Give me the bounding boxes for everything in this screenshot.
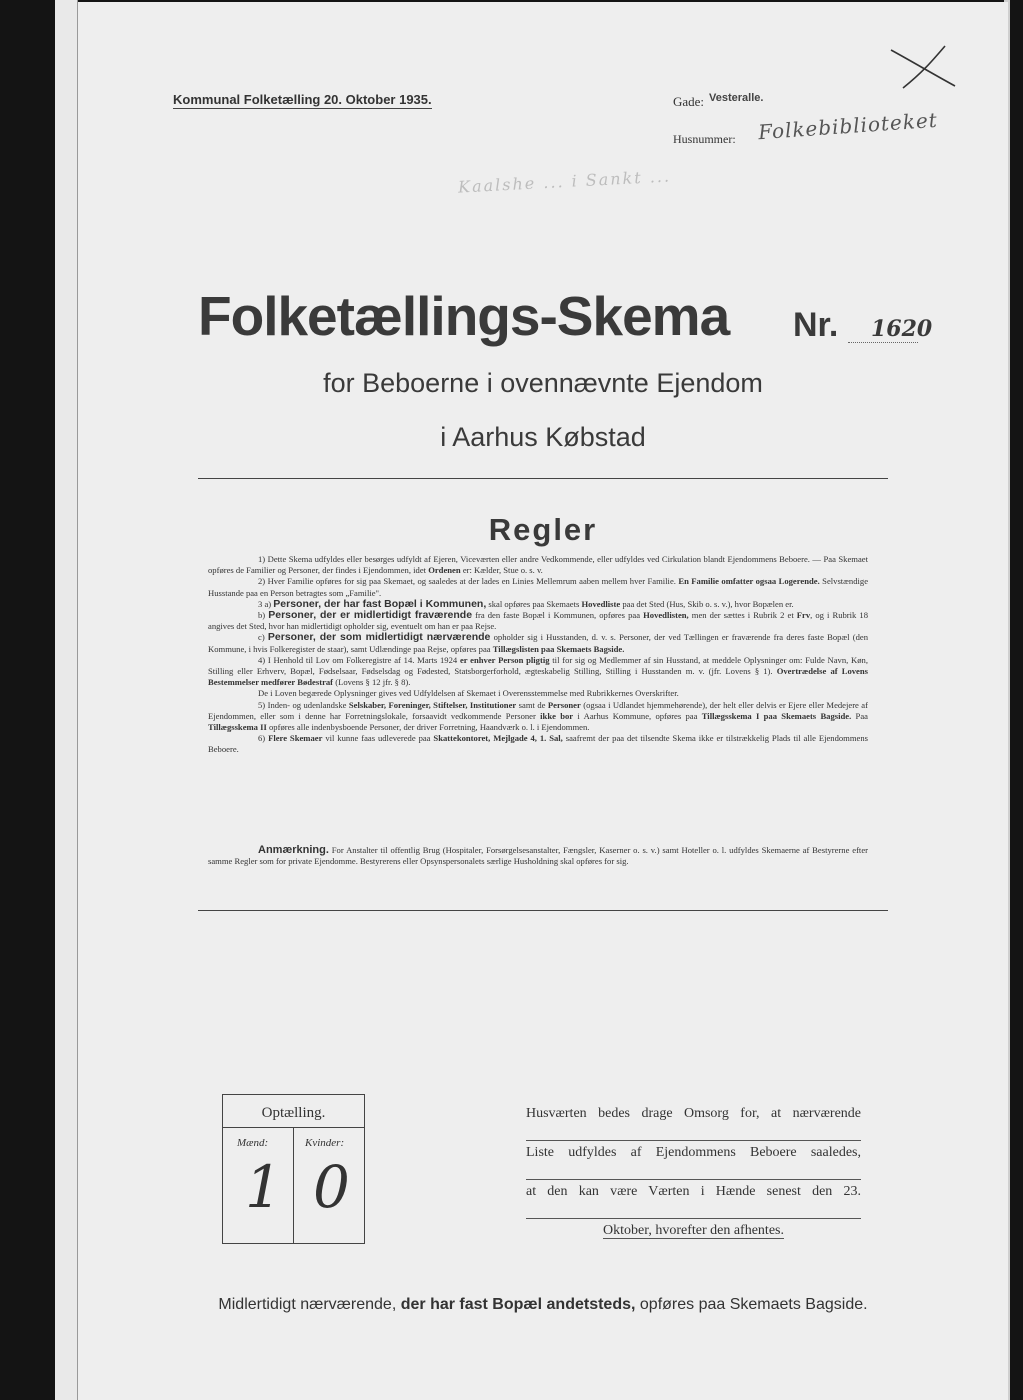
women-label: Kvinder:: [305, 1137, 345, 1149]
street-value: Vesteralle.: [709, 92, 764, 104]
form-subtitle-residents: for Beboerne i ovennævnte Ejendom: [323, 368, 763, 398]
faint-pencil-note: Kaalshe ... i Sankt ...: [457, 166, 672, 197]
divider-top: [198, 478, 888, 479]
census-form-page: [78, 2, 1008, 1400]
notice-line-4: Oktober, hvorefter den afhentes.: [603, 1223, 784, 1238]
house-number-handwriting: Folkebiblioteket: [757, 107, 939, 145]
footer-post: opføres paa Skemaets Bagside.: [639, 1296, 868, 1313]
remark-label: Anmærkning.: [258, 844, 329, 856]
rule-6: 6) Flere Skemaer vil kunne faas udleverede paa Skattekontoret, Mejlgade 4, 1. Sal, saafremt der paa det tilsendte Skema ikke er tilstrækkelig Plads til alle Ejendommens Beboere.: [208, 733, 869, 755]
divider-bottom: [198, 910, 888, 911]
rule-4: 4) I Henhold til Lov om Folkeregistre af 14. Marts 1924 er enhver Person pligtig til for sig og Medlemmer af sin Husstand, at meddele Oplysninger om: Fulde Navn, Køn, Stilling eller Erhverv, Bopæl, Fødselsaar, Fødselsdag og Fødested, Statsborgerforhold, ægteskabelig Stilling, Stilling i Husstanden m. v. (jfr. Lovens § 1). Overtrædelse af Lovens Bestemmelser medfører Bødestraf (Lovens § 12 jfr. § 8).: [208, 654, 868, 688]
rule-1: 1) Dette Skema udfyldes eller besørges udfyldt af Ejeren, Viceværten eller andre Vedkommende, eller udfyldes ved Cirkulation blandt Ejendommens Beboere. — Paa Skemaet opføres de Familier og Personer, der findes i Ejendommen, idet Ordenen er: Kælder, Stue o. s. v.: [208, 554, 868, 576]
street-label: Gade:: [673, 94, 705, 109]
census-date-line: Kommunal Folketælling 20. Oktober 1935.: [173, 92, 432, 107]
remark-block: [208, 845, 868, 868]
notice-line-3: at den kan være Værten i Hænde senest den 23.: [526, 1180, 861, 1219]
rule-3a: 3 a) Personer, der har fast Bopæl i Kommunen, skal opføres paa Skemaets Hovedliste paa det Sted (Hus, Skib o. s. v.), hvor Bopælen er.: [258, 597, 794, 610]
binding-strip: [55, 0, 78, 1400]
notice-line-1: Husværten bedes drage Omsorg for, at nærværende: [526, 1102, 861, 1141]
women-count: 0: [313, 1153, 350, 1221]
rule-5: 5) Inden- og udenlandske Selskaber, Foreninger, Stiftelser, Institutioner samt de Personer (ogsaa i Udlandet hjemmehørende), der helt eller delvis er Ejere eller Medejere af Ejendommen, eller som i denne har Forretningslokale, forsaavidt vedkommende Personer ikke bor i Aarhus Kommune, opføres paa Tillægsskema I paa Skemaets Bagside. Paa Tillægsskema II opføres alle indenbysboende Personer, der driver Forretning, Haandværk o. l. i Ejendommen.: [208, 699, 868, 733]
count-title: Optælling.: [261, 1105, 326, 1121]
form-subtitle-town: i Aarhus Købstad: [440, 422, 646, 452]
form-number-label: Nr.: [793, 306, 839, 344]
form-number-dotted-line: [848, 342, 918, 343]
footer-pre: Midlertidigt nærværende,: [218, 1296, 397, 1313]
footer-instruction: [78, 1296, 1008, 1314]
rule-4-note: De i Loven begærede Oplysninger gives ved Udfyldelsen af Skemaet i Overensstemmelse med Rubrikkernes Overskrifter.: [258, 688, 679, 699]
count-box: [222, 1094, 365, 1244]
men-label: Mænd:: [237, 1137, 269, 1149]
form-number-value: 1620: [871, 316, 933, 342]
cross-mark-icon: [883, 42, 963, 92]
landlord-notice: [526, 1102, 861, 1257]
rule-3b: b) Personer, der er midlertidigt fraværende fra den faste Bopæl i Kommunen, opføres paa Hovedlisten, men der sættes i Rubrik 2 et Frv, og i Rubrik 18 angives det Sted, hvor han midlertidigt opholder sig, eventuelt om han er paa Rejse.: [208, 609, 869, 632]
remark-text: For Anstalter til offentlig Brug (Hospitaler, Forsørgelsesanstalter, Fængsler, Kaserner o. s. v.) samt Hoteller o. l. udfyldes Skemaerne af Bestyrerne efter samme Regler som for private Ejendomme. Bestyrerens eller Opsynspersonalets særlige Husholdning skal opføres for sig.: [208, 845, 868, 867]
rule-2: 2) Hver Familie opføres for sig paa Skemaet, og saaledes at der lades en Linies Mellemrum aaben mellem hver Familie. En Familie omfatter ogsaa Logerende. Selvstændige Husstande paa en Person betragtes som „Familie".: [208, 576, 869, 598]
count-column-divider: [293, 1127, 294, 1243]
rule-3c: c) Personer, der som midlertidigt nærværende opholder sig i Husstanden, d. v. s. Personer, der ved Tællingen er fraværende fra deres faste Bopæl (den Kommune, i hvis Folkeregister de staar), samt Udlændinge paa Rejse, opføres paa Tillægslisten paa Skemaets Bagside.: [208, 631, 869, 654]
footer-bold: der har fast Bopæl andetsteds,: [400, 1296, 636, 1313]
men-count: 1: [245, 1153, 282, 1221]
form-title: Folketællings-Skema: [198, 285, 730, 347]
house-number-label: Husnummer:: [673, 132, 736, 146]
notice-line-4-wrap: [526, 1219, 861, 1257]
rules-text: [208, 554, 868, 756]
notice-line-2: Liste udfyldes af Ejendommens Beboere saaledes,: [526, 1141, 861, 1180]
rules-heading: Regler: [488, 512, 598, 547]
